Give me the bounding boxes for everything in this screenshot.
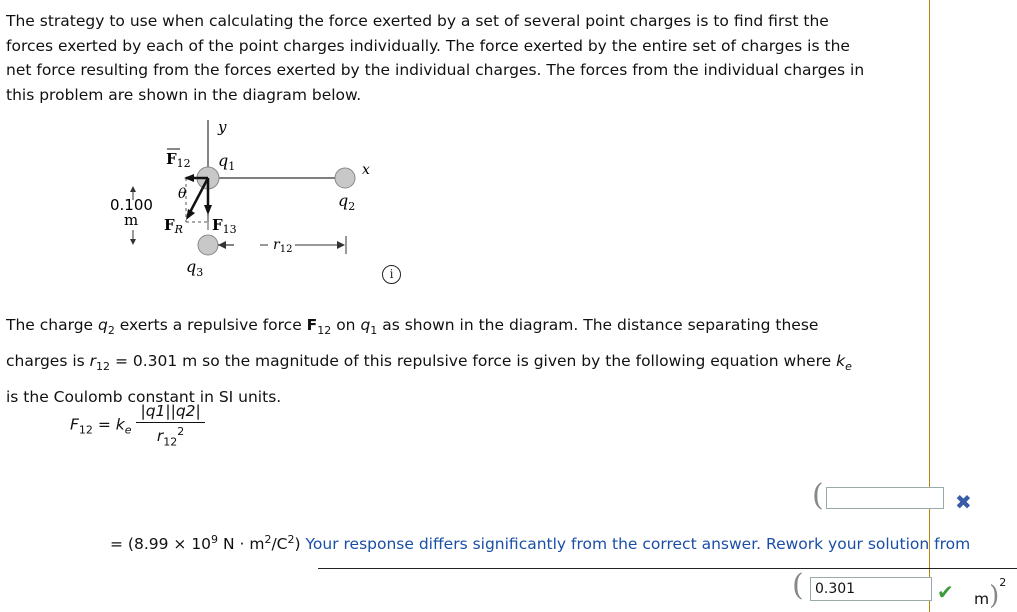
eq-lhs: F [70, 415, 79, 434]
eq-lhs-sub: 12 [78, 423, 93, 437]
r12-label: $r_{12}$ [273, 237, 293, 255]
intro-paragraph [6, 9, 916, 107]
eq-k: k [115, 415, 125, 434]
eq-k-sub: e [124, 423, 132, 437]
f13-label: $F_{13}$ [212, 216, 237, 236]
para2-ke-sub: e [845, 360, 852, 374]
feedback-message: Your response differs significantly from the correct answer. Rework your solution from [305, 535, 971, 554]
eq-close: ) [294, 535, 301, 554]
intro-line-3: net force resulting from the forces exerted by the individual charges. The forces from the individual charges in [6, 61, 865, 79]
eq-numerator: |q1||q2| [136, 402, 204, 423]
eq-den-sub: 12 [163, 435, 178, 449]
m-unit-sup: 2 [999, 575, 1007, 589]
para2-q1-sub: 1 [370, 324, 378, 338]
para2-text-b: exerts a repulsive force [114, 316, 307, 334]
eq-units: N · m [218, 535, 265, 554]
eq-units2-sup: 2 [287, 533, 295, 546]
para2-force-sub: 12 [317, 324, 332, 338]
para2-q1: q [360, 316, 371, 334]
intro-line-1: The strategy to use when calculating the force exerted by a set of several point charges is to find first the [6, 12, 829, 30]
para2-q2: q [98, 316, 108, 334]
correct-icon: ✔ [937, 580, 954, 604]
para2-text-g: is the Coulomb constant in SI units. [6, 388, 282, 407]
meter-unit [974, 575, 1007, 611]
charge-answer-input[interactable] [826, 487, 944, 509]
open-paren-2: ( [792, 568, 804, 603]
q3-label: $q_3$ [186, 257, 204, 279]
para2-ke: k [836, 352, 846, 371]
para2-text-e: charges is [6, 352, 90, 371]
para2-r12: r [89, 352, 97, 371]
charge-q3 [198, 235, 218, 255]
eq-equals: = [92, 415, 116, 434]
para2-r12-sub: 12 [96, 360, 111, 374]
problem-paragraph [6, 310, 916, 412]
incorrect-icon: ✖ [955, 490, 972, 514]
y-axis-label: y [218, 118, 227, 136]
answer-divider [318, 568, 1017, 569]
eq-units-sup: 2 [264, 533, 272, 546]
para2-text-f: = 0.301 m so the magnitude of this repulsive force is given by the following equation where [110, 352, 837, 371]
charge-q2 [335, 168, 355, 188]
f12-label: $F_{12}$ [166, 150, 191, 170]
distance-unit: m [124, 211, 139, 229]
info-icon[interactable]: i [382, 265, 401, 284]
distance-value: 0.100 [110, 196, 153, 214]
eq-units2: /C [271, 535, 288, 554]
fr-label: $F_R$ [164, 216, 183, 236]
coulomb-equation [70, 402, 250, 462]
eq-den-sup: 2 [177, 425, 185, 438]
intro-line-2: forces exerted by each of the point charges individually. The force exerted by the entire set of charges is the [6, 36, 850, 55]
para2-text-a: The charge [6, 316, 99, 334]
intro-line-4: this problem are shown in the diagram below. [6, 85, 362, 104]
x-axis-label: x [362, 162, 370, 178]
close-paren-2: ) [989, 581, 1000, 611]
theta-label: θ [178, 186, 187, 202]
m-unit-text: m [974, 590, 990, 608]
para2-text-c: on [331, 316, 361, 334]
answer-equation-line [110, 533, 970, 553]
para2-q2-sub: 2 [107, 324, 115, 338]
q2-label: $q_2$ [338, 191, 356, 213]
para2-force-f12: F [306, 316, 318, 334]
open-paren-1: ( [812, 478, 824, 513]
distance-answer-input[interactable] [810, 577, 932, 601]
charge-diagram [100, 112, 430, 290]
eq-prefix: = (8.99 × 10 [110, 535, 212, 554]
column-divider [929, 0, 930, 612]
para2-text-d: as shown in the diagram. The distance separating these [377, 316, 819, 334]
q1-label: $q_1$ [218, 151, 236, 173]
eq-fraction [136, 402, 204, 448]
eq-den: r [156, 427, 164, 446]
eq-exp: 9 [211, 533, 219, 546]
